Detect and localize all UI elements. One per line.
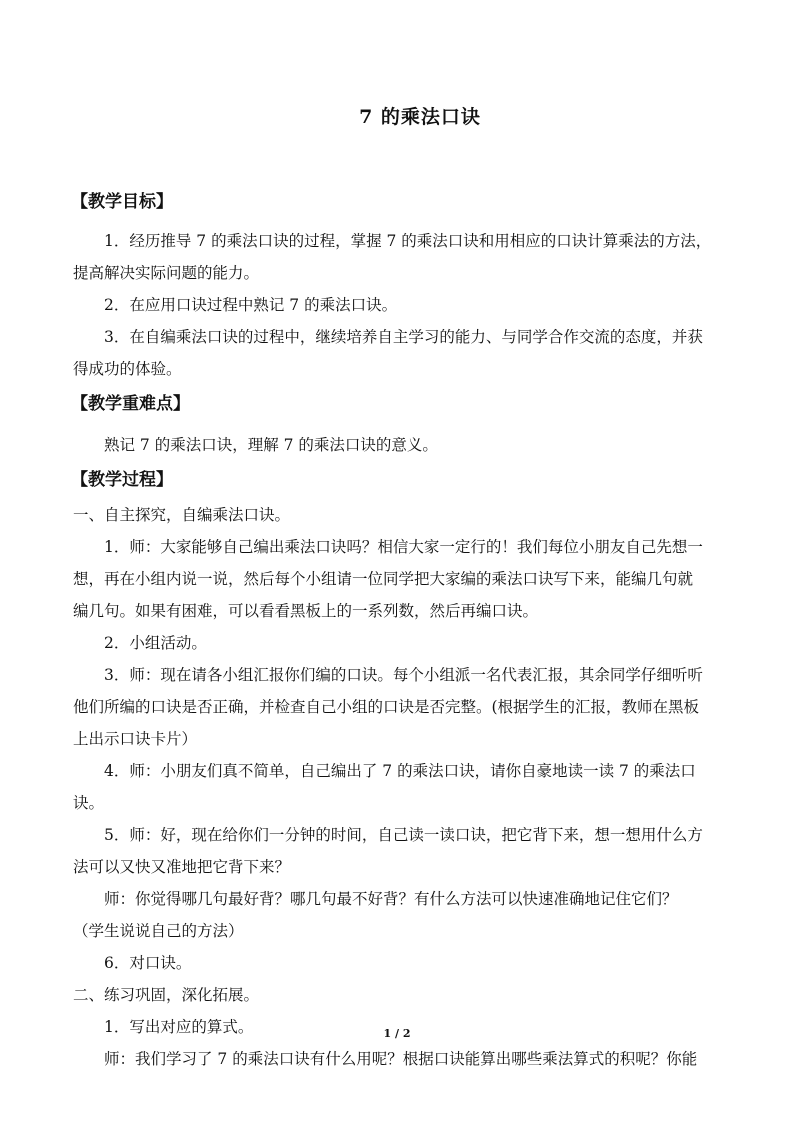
paragraph-line: 编几句。如果有困难，可以看看黑板上的一系列数，然后再编口诀。 — [73, 602, 539, 620]
section-heading-process: 【教学过程】 — [71, 470, 173, 490]
part-heading: 二、练习巩固，深化拓展。 — [73, 986, 260, 1004]
paragraph-line: 3．师：现在请各小组汇报你们编的口诀。每个小组派一名代表汇报，其余同学仔细听听 — [104, 666, 703, 684]
paragraph-line: 5．师：好，现在给你们一分钟的时间，自己读一读口诀，把它背下来，想一想用什么方 — [104, 826, 703, 844]
paragraph-line: 师：你觉得哪几句最好背？哪几句最不好背？有什么方法可以快速准确地记住它们？ — [104, 890, 678, 908]
paragraph-line: 2．在应用口诀过程中熟记 7 的乘法口诀。 — [104, 296, 398, 314]
paragraph-line: 3．在自编乘法口诀的过程中，继续培养自主学习的能力、与同学合作交流的态度，并获 — [104, 328, 703, 346]
paragraph-line: 他们所编的口诀是否正确，并检查自己小组的口诀是否完整。(根据学生的汇报，教师在黑板 — [73, 698, 700, 716]
paragraph-line: 1．写出对应的算式。 — [104, 1018, 254, 1036]
section-heading-objectives: 【教学目标】 — [71, 192, 173, 212]
paragraph-line: 2．小组活动。 — [104, 634, 207, 652]
page-title: 7 的乘法口诀 — [359, 106, 481, 128]
paragraph-line: 师：我们学习了 7 的乘法口诀有什么用呢？根据口诀能算出哪些乘法算式的积呢？你能 — [104, 1050, 698, 1068]
paragraph-line: 得成功的体验。 — [73, 360, 182, 378]
paragraph-line: 法可以又快又准地把它背下来？ — [73, 858, 291, 876]
paragraph-line: 4．师：小朋友们真不简单，自己编出了 7 的乘法口诀，请你自豪地读一读 7 的乘法口 — [104, 762, 696, 780]
paragraph-line: （学生说说自己的方法） — [73, 922, 244, 940]
page-number: 1 / 2 — [383, 1027, 411, 1040]
paragraph-line: 6．对口诀。 — [104, 954, 192, 972]
paragraph-line: 1．经历推导 7 的乘法口诀的过程，掌握 7 的乘法口诀和用相应的口诀计算乘法的方法， — [104, 232, 712, 250]
part-heading: 一、自主探究，自编乘法口诀。 — [73, 506, 291, 524]
paragraph-line: 上出示口诀卡片） — [73, 730, 198, 748]
document-body — [73, 183, 721, 1075]
paragraph-line: 提高解决实际问题的能力。 — [73, 264, 260, 282]
paragraph-line: 1．师：大家能够自己编出乘法口诀吗？相信大家一定行的！我们每位小朋友自己先想一 — [104, 538, 703, 556]
paragraph-line: 想，再在小组内说一说，然后每个小组请一位同学把大家编的乘法口诀写下来，能编几句就 — [73, 570, 694, 588]
paragraph-line: 熟记 7 的乘法口诀，理解 7 的乘法口诀的意义。 — [104, 436, 438, 454]
section-heading-key-points: 【教学重难点】 — [71, 394, 190, 414]
paragraph-line: 诀。 — [73, 794, 105, 812]
